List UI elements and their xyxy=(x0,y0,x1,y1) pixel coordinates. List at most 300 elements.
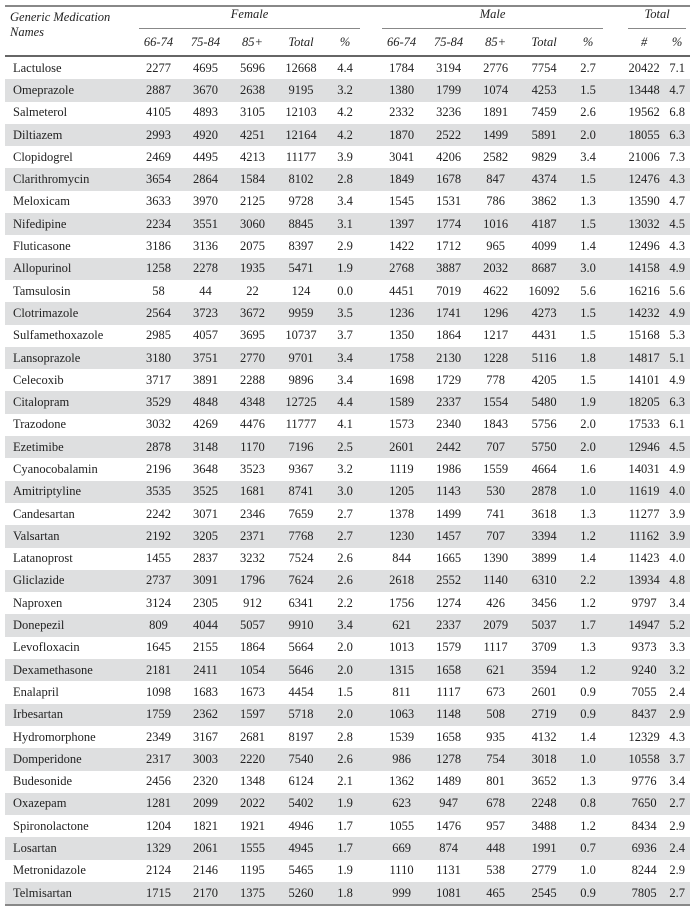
cell-female-percent: 1.9 xyxy=(326,793,364,815)
cell-male-66-74: 844 xyxy=(392,551,411,566)
spacer-cell xyxy=(364,503,378,525)
cell-male-85plus: 1390 xyxy=(483,551,509,566)
cell-total-count: 11162 xyxy=(624,525,664,547)
cell-male-percent: 1.2 xyxy=(569,525,607,547)
cell-male-percent: 5.6 xyxy=(580,283,596,298)
cell-total-count: 10558 xyxy=(624,748,664,770)
spacer-cell xyxy=(607,280,624,302)
cell-female-66-74: 2985 xyxy=(146,328,171,343)
cell-male-percent: 2.6 xyxy=(580,105,596,120)
cell-female-85plus: 1597 xyxy=(229,704,276,726)
cell-total-percent: 3.4 xyxy=(669,595,685,610)
cell-female-75-84: 2837 xyxy=(193,551,218,566)
cell-male-75-84: 1499 xyxy=(436,506,462,521)
cell-total-percent: 7.1 xyxy=(669,60,685,75)
table-row xyxy=(5,146,690,168)
cell-male-75-84: 2337 xyxy=(425,391,472,413)
cell-medication-name: Gliclazide xyxy=(5,570,135,592)
spacer-cell xyxy=(364,391,378,413)
spacer-cell xyxy=(364,614,378,636)
cell-female-85plus: 2022 xyxy=(229,793,276,815)
cell-total-percent: 4.7 xyxy=(664,79,690,101)
cell-female-85plus: 1555 xyxy=(229,837,276,859)
cell-female-percent: 3.1 xyxy=(326,213,364,235)
cell-female-total: 5465 xyxy=(288,863,314,878)
cell-total-count: 14947 xyxy=(624,614,664,636)
cell-female-85plus: 1673 xyxy=(240,684,265,699)
spacer-cell xyxy=(607,614,624,636)
cell-male-percent: 1.0 xyxy=(569,748,607,770)
cell-female-85plus: 2075 xyxy=(240,239,265,254)
cell-male-percent: 1.2 xyxy=(569,659,607,681)
col-female-66-74: 66-74 xyxy=(135,29,182,56)
cell-total-percent: 3.3 xyxy=(669,640,685,655)
cell-medication-name: Omeprazole xyxy=(5,79,135,101)
spacer-cell xyxy=(364,815,378,837)
cell-female-85plus: 4251 xyxy=(229,124,276,146)
cell-female-total: 6124 xyxy=(288,774,314,789)
cell-female-percent: 2.7 xyxy=(326,525,364,547)
cell-female-66-74: 2993 xyxy=(135,124,182,146)
cell-total-percent: 4.0 xyxy=(669,551,685,566)
cell-female-total: 9896 xyxy=(288,372,314,387)
spacer-cell xyxy=(607,860,624,882)
cell-medication-name: Domperidone xyxy=(5,748,135,770)
spacer-cell xyxy=(607,146,624,168)
cell-male-66-74: 1422 xyxy=(389,239,415,254)
cell-female-85plus: 1054 xyxy=(229,659,276,681)
cell-female-66-74: 2196 xyxy=(146,461,171,476)
table-row xyxy=(5,124,690,146)
cell-female-66-74: 4105 xyxy=(146,105,171,120)
cell-medication-name: Meloxicam xyxy=(13,194,70,209)
cell-female-total: 5664 xyxy=(288,640,314,655)
cell-medication-name: Candesartan xyxy=(13,506,75,521)
cell-female-66-74: 2234 xyxy=(135,213,182,235)
spacer-cell xyxy=(364,258,378,280)
cell-medication-name: Losartan xyxy=(5,837,135,859)
cell-male-total: 4132 xyxy=(531,729,557,744)
cell-female-75-84: 4695 xyxy=(193,60,218,75)
spacer-cell xyxy=(607,771,624,793)
spacer-cell xyxy=(364,771,378,793)
cell-total-count: 7055 xyxy=(631,684,657,699)
cell-male-percent: 3.4 xyxy=(580,149,596,164)
cell-medication-name: Spironolactone xyxy=(13,818,89,833)
cell-male-85plus: 847 xyxy=(472,168,519,190)
cell-female-percent: 3.0 xyxy=(326,481,364,503)
cell-male-75-84: 4206 xyxy=(436,149,462,164)
cell-female-75-84: 3071 xyxy=(193,506,218,521)
cell-male-total: 5750 xyxy=(519,436,569,458)
table-row xyxy=(5,325,690,347)
cell-female-total: 12103 xyxy=(285,105,317,120)
col-female-total: Total xyxy=(276,29,326,56)
cell-male-66-74: 1698 xyxy=(389,372,415,387)
cell-female-75-84: 4920 xyxy=(182,124,229,146)
cell-female-75-84: 4848 xyxy=(182,391,229,413)
spacer-cell xyxy=(607,637,624,659)
spacer-cell xyxy=(364,525,378,547)
cell-male-total: 5480 xyxy=(519,391,569,413)
spacer-cell xyxy=(607,347,624,369)
cell-female-total: 6341 xyxy=(288,595,314,610)
cell-female-75-84: 2411 xyxy=(182,659,229,681)
cell-female-total: 5471 xyxy=(276,258,326,280)
spacer-cell xyxy=(364,414,378,436)
cell-male-85plus: 465 xyxy=(472,882,519,905)
cell-medication-name: Naproxen xyxy=(13,595,63,610)
cell-female-85plus: 5057 xyxy=(229,614,276,636)
cell-male-percent: 1.0 xyxy=(569,481,607,503)
cell-female-85plus: 1935 xyxy=(229,258,276,280)
table-row xyxy=(5,882,690,905)
cell-female-75-84: 2278 xyxy=(182,258,229,280)
table-row xyxy=(5,704,690,726)
cell-female-85plus: 1681 xyxy=(229,481,276,503)
spacer-cell xyxy=(364,659,378,681)
cell-male-66-74: 1545 xyxy=(389,194,415,209)
spacer-cell xyxy=(364,369,378,391)
cell-male-total: 3394 xyxy=(519,525,569,547)
cell-male-75-84: 1658 xyxy=(425,659,472,681)
cell-male-85plus: 965 xyxy=(486,239,505,254)
cell-male-total: 3709 xyxy=(531,640,557,655)
spacer-cell xyxy=(607,837,624,859)
cell-male-percent: 2.0 xyxy=(569,436,607,458)
cell-male-66-74: 1539 xyxy=(389,729,415,744)
cell-total-count: 13590 xyxy=(628,194,660,209)
cell-total-count: 15168 xyxy=(628,328,660,343)
cell-total-count: 20422 xyxy=(628,60,660,75)
cell-female-75-84: 2305 xyxy=(193,595,218,610)
table-row xyxy=(5,525,690,547)
cell-male-66-74: 811 xyxy=(392,684,411,699)
cell-male-percent: 0.9 xyxy=(580,684,596,699)
cell-medication-name: Lansoprazole xyxy=(5,347,135,369)
cell-female-66-74: 2124 xyxy=(146,863,171,878)
cell-total-percent: 4.5 xyxy=(664,436,690,458)
spacer-cell xyxy=(607,525,624,547)
cell-male-total: 4431 xyxy=(531,328,557,343)
cell-female-75-84: 4495 xyxy=(193,149,218,164)
cell-total-count: 12946 xyxy=(624,436,664,458)
cell-female-85plus: 2371 xyxy=(229,525,276,547)
cell-female-percent: 2.2 xyxy=(337,595,353,610)
cell-total-percent: 4.8 xyxy=(664,570,690,592)
cell-total-count: 6936 xyxy=(624,837,664,859)
spacer-cell xyxy=(607,414,624,436)
spacer-cell xyxy=(607,168,624,190)
cell-female-66-74: 2878 xyxy=(135,436,182,458)
cell-female-85plus: 5696 xyxy=(240,60,265,75)
cell-female-75-84: 2864 xyxy=(182,168,229,190)
table-row xyxy=(5,436,690,458)
cell-male-85plus: 1016 xyxy=(472,213,519,235)
spacer-cell xyxy=(364,860,378,882)
cell-female-75-84: 44 xyxy=(199,283,212,298)
cell-female-total: 7624 xyxy=(276,570,326,592)
cell-female-total: 4945 xyxy=(276,837,326,859)
cell-male-total: 2878 xyxy=(519,481,569,503)
cell-medication-name: Diltiazem xyxy=(5,124,135,146)
cell-male-total: 2779 xyxy=(531,863,557,878)
cell-male-percent: 1.5 xyxy=(569,213,607,235)
cell-female-percent: 2.9 xyxy=(337,239,353,254)
cell-male-85plus: 1554 xyxy=(472,391,519,413)
spacer-cell xyxy=(607,124,624,146)
cell-male-total: 7754 xyxy=(531,60,557,75)
cell-female-85plus: 1375 xyxy=(229,882,276,905)
cell-total-percent: 6.3 xyxy=(664,391,690,413)
cell-male-total: 1991 xyxy=(519,837,569,859)
cell-male-85plus: 1217 xyxy=(483,328,509,343)
cell-total-percent: 2.4 xyxy=(669,684,685,699)
cell-female-total: 7196 xyxy=(276,436,326,458)
cell-male-75-84: 2337 xyxy=(425,614,472,636)
cell-male-percent: 1.8 xyxy=(569,347,607,369)
cell-female-percent: 3.4 xyxy=(337,194,353,209)
cell-medication-name: Citalopram xyxy=(5,391,135,413)
table-row xyxy=(5,56,690,79)
spacer-cell xyxy=(607,369,624,391)
cell-male-66-74: 1589 xyxy=(378,391,425,413)
cell-female-75-84: 3148 xyxy=(182,436,229,458)
cell-female-percent: 2.8 xyxy=(326,168,364,190)
cell-female-percent: 4.4 xyxy=(326,391,364,413)
cell-male-85plus: 778 xyxy=(486,372,505,387)
cell-total-count: 12496 xyxy=(628,239,660,254)
spacer-cell xyxy=(607,391,624,413)
cell-female-total: 8102 xyxy=(276,168,326,190)
cell-male-66-74: 1380 xyxy=(378,79,425,101)
spacer-cell xyxy=(607,56,624,79)
cell-male-66-74: 1205 xyxy=(378,481,425,503)
cell-female-total: 124 xyxy=(291,283,311,298)
cell-male-percent: 1.5 xyxy=(580,372,596,387)
cell-male-percent: 1.9 xyxy=(569,391,607,413)
cell-female-85plus: 2125 xyxy=(240,194,265,209)
spacer-cell xyxy=(607,592,624,614)
cell-female-66-74: 1759 xyxy=(135,704,182,726)
cell-female-percent: 4.1 xyxy=(337,417,353,432)
cell-female-percent: 2.1 xyxy=(337,774,353,789)
cell-female-total: 5718 xyxy=(276,704,326,726)
cell-total-percent: 5.6 xyxy=(669,283,685,298)
cell-male-percent: 1.2 xyxy=(580,818,596,833)
spacer-cell xyxy=(607,704,624,726)
cell-female-66-74: 2317 xyxy=(135,748,182,770)
spacer-cell xyxy=(364,56,378,79)
table-row xyxy=(5,815,690,837)
cell-female-total: 8397 xyxy=(288,239,314,254)
cell-medication-name: Donepezil xyxy=(5,614,135,636)
cell-male-percent: 2.0 xyxy=(569,124,607,146)
cell-female-total: 11177 xyxy=(285,149,317,164)
cell-female-total: 12164 xyxy=(276,124,326,146)
cell-female-85plus: 1584 xyxy=(229,168,276,190)
cell-male-total: 4253 xyxy=(519,79,569,101)
cell-male-percent: 1.5 xyxy=(569,79,607,101)
col-male-85plus: 85+ xyxy=(472,29,519,56)
spacer-cell xyxy=(607,815,624,837)
cell-male-total: 4099 xyxy=(531,239,557,254)
cell-male-percent: 1.5 xyxy=(569,302,607,324)
cell-male-85plus: 621 xyxy=(472,659,519,681)
cell-male-75-84: 1579 xyxy=(436,640,462,655)
spacer-cell xyxy=(607,548,624,570)
cell-female-66-74: 2181 xyxy=(135,659,182,681)
cell-male-66-74: 1230 xyxy=(378,525,425,547)
cell-female-85plus: 912 xyxy=(243,595,262,610)
cell-female-66-74: 2277 xyxy=(146,60,171,75)
table-row xyxy=(5,391,690,413)
cell-male-total: 3456 xyxy=(531,595,557,610)
cell-female-66-74: 3529 xyxy=(135,391,182,413)
cell-male-85plus: 2776 xyxy=(483,60,509,75)
group-header-male: Male xyxy=(378,6,607,29)
cell-total-percent: 2.4 xyxy=(664,837,690,859)
cell-male-75-84: 1678 xyxy=(425,168,472,190)
cell-male-percent: 1.4 xyxy=(580,239,596,254)
cell-medication-name: Clarithromycin xyxy=(5,168,135,190)
column-header-medication-names: Generic Medication Names xyxy=(5,6,135,56)
cell-male-total: 3618 xyxy=(531,506,557,521)
table-body xyxy=(5,56,690,905)
cell-female-total: 8197 xyxy=(288,729,314,744)
spacer-cell xyxy=(364,726,378,748)
cell-medication-name: Fluticasone xyxy=(13,239,71,254)
spacer-cell xyxy=(607,213,624,235)
cell-male-total: 2601 xyxy=(531,684,557,699)
cell-medication-name: Cyanocobalamin xyxy=(13,461,98,476)
cell-male-total: 3594 xyxy=(519,659,569,681)
cell-male-85plus: 426 xyxy=(486,595,505,610)
cell-medication-name: Allopurinol xyxy=(5,258,135,280)
cell-male-total: 9829 xyxy=(531,149,557,164)
cell-total-percent: 5.3 xyxy=(669,328,685,343)
cell-female-66-74: 58 xyxy=(152,283,165,298)
spacer-cell xyxy=(364,280,378,302)
cell-female-66-74: 1455 xyxy=(146,551,171,566)
cell-medication-name: Metronidazole xyxy=(13,863,86,878)
cell-male-75-84: 1081 xyxy=(425,882,472,905)
cell-male-85plus: 538 xyxy=(486,863,505,878)
cell-male-85plus: 508 xyxy=(472,704,519,726)
cell-medication-name: Salmeterol xyxy=(13,105,68,120)
cell-total-count: 14031 xyxy=(628,461,660,476)
cell-female-total: 9701 xyxy=(276,347,326,369)
cell-male-75-84: 1476 xyxy=(436,818,462,833)
cell-female-66-74: 1281 xyxy=(135,793,182,815)
cell-female-85plus: 2638 xyxy=(229,79,276,101)
cell-medication-name: Latanoprost xyxy=(13,551,73,566)
spacer-cell xyxy=(364,124,378,146)
cell-female-total: 9910 xyxy=(276,614,326,636)
cell-male-percent: 1.5 xyxy=(580,328,596,343)
cell-total-count: 13934 xyxy=(624,570,664,592)
cell-female-66-74: 3180 xyxy=(135,347,182,369)
spacer-cell xyxy=(364,793,378,815)
cell-female-total: 11777 xyxy=(285,417,317,432)
table-row xyxy=(5,369,690,391)
cell-female-percent: 4.4 xyxy=(337,60,353,75)
table-row xyxy=(5,213,690,235)
cell-male-66-74: 1378 xyxy=(389,506,415,521)
cell-female-85plus: 3695 xyxy=(240,328,265,343)
cell-female-percent: 3.4 xyxy=(326,614,364,636)
cell-male-percent: 0.8 xyxy=(569,793,607,815)
cell-female-66-74: 3124 xyxy=(146,595,171,610)
cell-male-percent: 1.3 xyxy=(580,640,596,655)
cell-male-total: 3018 xyxy=(519,748,569,770)
cell-male-66-74: 1110 xyxy=(389,863,414,878)
cell-total-percent: 3.7 xyxy=(664,748,690,770)
cell-female-total: 7524 xyxy=(288,551,314,566)
spacer-cell xyxy=(364,79,378,101)
cell-male-85plus: 448 xyxy=(472,837,519,859)
spacer-cell xyxy=(607,570,624,592)
cell-male-total: 4273 xyxy=(519,302,569,324)
cell-male-66-74: 2601 xyxy=(378,436,425,458)
spacer-cell xyxy=(364,325,378,347)
cell-female-75-84: 3136 xyxy=(193,239,218,254)
cell-female-85plus: 2288 xyxy=(240,372,265,387)
cell-female-85plus: 22 xyxy=(246,283,259,298)
col-total-count: # xyxy=(624,29,664,56)
cell-female-66-74: 1329 xyxy=(135,837,182,859)
cell-male-85plus: 2582 xyxy=(483,149,509,164)
cell-male-75-84: 1864 xyxy=(436,328,462,343)
cell-male-75-84: 1278 xyxy=(425,748,472,770)
cell-male-66-74: 986 xyxy=(378,748,425,770)
cell-female-66-74: 2456 xyxy=(146,774,171,789)
cell-total-percent: 4.9 xyxy=(669,372,685,387)
cell-female-66-74: 1258 xyxy=(135,258,182,280)
cell-male-total: 3899 xyxy=(531,551,557,566)
cell-female-percent: 3.9 xyxy=(337,149,353,164)
cell-female-total: 5260 xyxy=(276,882,326,905)
cell-medication-name: Budesonide xyxy=(13,774,73,789)
spacer-cell xyxy=(607,79,624,101)
table-row xyxy=(5,191,690,213)
table-row xyxy=(5,793,690,815)
cell-male-66-74: 1784 xyxy=(389,60,415,75)
cell-female-85plus: 3232 xyxy=(240,551,265,566)
cell-male-75-84: 1665 xyxy=(436,551,462,566)
cell-male-85plus: 4622 xyxy=(483,283,509,298)
table-row xyxy=(5,726,690,748)
spacer-cell xyxy=(364,637,378,659)
table-row xyxy=(5,771,690,793)
cell-total-percent: 6.3 xyxy=(664,124,690,146)
cell-female-75-84: 2099 xyxy=(182,793,229,815)
table-row xyxy=(5,748,690,770)
cell-female-66-74: 2469 xyxy=(146,149,171,164)
cell-male-66-74: 621 xyxy=(378,614,425,636)
cell-male-percent: 3.0 xyxy=(569,258,607,280)
cell-male-75-84: 1741 xyxy=(425,302,472,324)
cell-female-percent: 0.0 xyxy=(337,283,353,298)
cell-total-count: 14101 xyxy=(628,372,660,387)
spacer-cell xyxy=(364,191,378,213)
table-row xyxy=(5,837,690,859)
cell-male-percent: 2.0 xyxy=(580,417,596,432)
cell-female-66-74: 2737 xyxy=(135,570,182,592)
cell-medication-name: Ezetimibe xyxy=(5,436,135,458)
cell-male-percent: 1.0 xyxy=(580,863,596,878)
spacer-cell xyxy=(364,837,378,859)
